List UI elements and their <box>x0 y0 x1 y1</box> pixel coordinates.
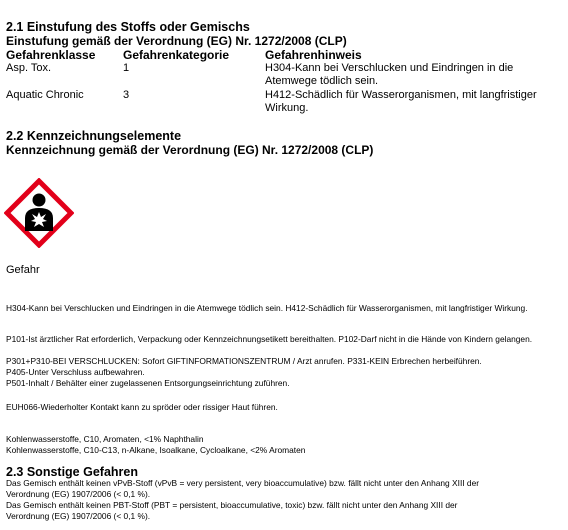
precautionary-statement: P101-Ist ärztlicher Rat erforderlich, Verpackung oder Kennzeichnungsetikett bereithalten. P102-Darf nicht in die Hände von Kindern gelangen. <box>6 334 533 344</box>
other-hazards-line: Das Gemisch enthält keinen PBT-Stoff (PBT = persistent, bioaccumulative, toxic) bzw. fällt nicht unter den Anhang XIII der <box>6 500 458 510</box>
table-cell-hazard-statement: H412-Schädlich für Wasserorganismen, mit langfristiger <box>265 89 537 101</box>
section-2-1-subheading: Einstufung gemäß der Verordnung (EG) Nr. 1272/2008 (CLP) <box>6 34 347 48</box>
column-header-hazard-statement: Gefahrenhinweis <box>265 48 362 62</box>
table-cell-hazard-category: 1 <box>123 62 130 74</box>
section-2-2-subheading: Kennzeichnung gemäß der Verordnung (EG) Nr. 1272/2008 (CLP) <box>6 143 374 157</box>
signal-word: Gefahr <box>6 264 40 276</box>
table-cell-hazard-statement-continued: Wirkung. <box>265 102 309 114</box>
table-cell-hazard-class: Aquatic Chronic <box>6 89 84 101</box>
hazard-statements: H304-Kann bei Verschlucken und Eindringen in die Atemwege tödlich sein. H412-Schädlich für Wasserorganismen, mit langfristiger Wirkung. <box>6 303 528 313</box>
section-2-1-heading: 2.1 Einstufung des Stoffs oder Gemischs <box>6 20 250 34</box>
table-cell-hazard-statement: H304-Kann bei Verschlucken und Eindringen in die <box>265 62 514 74</box>
column-header-hazard-category: Gefahrenkategorie <box>123 48 230 62</box>
ghs08-health-hazard-icon <box>4 178 74 248</box>
precautionary-statement: P501-Inhalt / Behälter einer zugelassenen Entsorgungseinrichtung zuführen. <box>6 378 290 388</box>
precautionary-statement: P301+P310-BEI VERSCHLUCKEN: Sofort GIFTINFORMATIONSZENTRUM / Arzt anrufen. P331-KEIN Erbrechen herbeiführen. <box>6 356 482 366</box>
column-header-hazard-class: Gefahrenklasse <box>6 48 96 62</box>
section-2-2-heading: 2.2 Kennzeichnungselemente <box>6 129 182 143</box>
euh-statement: EUH066-Wiederholter Kontakt kann zu spröder oder rissiger Haut führen. <box>6 402 278 412</box>
precautionary-statement: P405-Unter Verschluss aufbewahren. <box>6 367 145 377</box>
other-hazards-line: Verordnung (EG) 1907/2006 (< 0,1 %). <box>6 489 151 499</box>
component-item: Kohlenwasserstoffe, C10, Aromaten, <1% Naphthalin <box>6 434 204 444</box>
table-cell-hazard-statement-continued: Atemwege tödlich sein. <box>265 75 379 87</box>
component-item: Kohlenwasserstoffe, C10-C13, n-Alkane, Isoalkane, Cycloalkane, <2% Aromaten <box>6 445 306 455</box>
other-hazards-line: Verordnung (EG) 1907/2006 (< 0,1 %). <box>6 511 151 521</box>
other-hazards-line: Das Gemisch enthält keinen vPvB-Stoff (vPvB = very persistent, very bioaccumulative) bzw. fällt nicht unter den Anhang XIII der <box>6 478 480 488</box>
table-cell-hazard-class: Asp. Tox. <box>6 62 52 74</box>
table-cell-hazard-category: 3 <box>123 89 130 101</box>
section-2-3-heading: 2.3 Sonstige Gefahren <box>6 465 138 479</box>
